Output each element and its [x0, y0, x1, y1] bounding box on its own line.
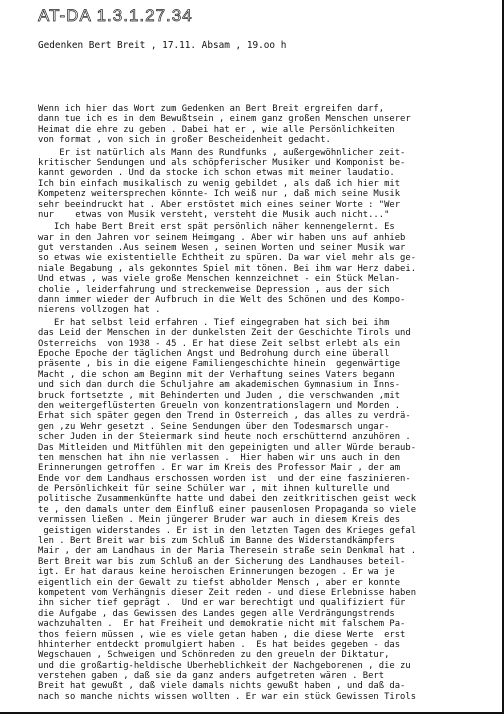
text-line: Und etwas , was viele große Menschen kennzeichnet - ein Stück Melan-	[38, 274, 401, 285]
text-line: Wenn ich hier das Wort zum Gedenken an Bert Breit ergreifen darf,	[38, 104, 385, 114]
text-line: Ich habe Bert Breit erst spät persönlich näher kennengelernt. Es	[38, 222, 395, 233]
text-line: das Leid der Menschen in der dunkelsten Zeit der Geschichte Tirols und	[38, 328, 411, 339]
text-line: gut verstanden .Aus seinem Wesen , seinen Worten und seiner Musik war	[38, 243, 406, 254]
text-line: Kompetenz weitersprechen könnte- Ich weiß nur , daß mich seine Musik	[38, 189, 401, 200]
text-line: von format , von sich in großer Bescheidenheit gedacht.	[38, 135, 331, 146]
text-line: Mair , der am Landhaus in der Maria Theresein straße sein Denkmal hat .	[38, 546, 417, 557]
text-line: nierens vollzogen hat .	[38, 305, 161, 316]
text-line: geistigen widerstandes . Er ist in den letzten Tagen des Krieges gefal	[38, 525, 417, 536]
text-line: war in den Jahren vor seinem Heimgang . Aber wir haben uns auf anhieb	[38, 232, 406, 243]
text-line: präsente , bis in die eigene Familiengeschichte hinein gegenwärtige	[38, 359, 401, 370]
text-line: sehr beeindruckt hat . Aber erstöstet mich eines seiner Worte : "Wer	[38, 199, 401, 210]
text-line: kannt geworden . Und da stocke ich schon etwas mit meiner laudatio.	[38, 168, 395, 179]
text-line: gen ,zu Wehr gesetzt . Seine Sendungen über den Todesmarsch ungar-	[38, 421, 390, 432]
text-line: Breit hat gewußt , daß viele damals nichts gewußt haben , und daß da-	[38, 681, 406, 692]
text-line: de Persönlichkeit für seine Schüler war , mit ihnen kulturelle und	[38, 484, 390, 495]
text-line: dann tue ich es in dem Bewußtsein , einem ganz großen Menschen unserer	[38, 114, 411, 125]
text-line: und sich dan durch die Schuljahre am akademischen Gymnasium in Inns-	[38, 380, 401, 391]
archive-number-stamp: AT-DA 1.3.1.27.34	[38, 6, 193, 25]
text-line: te , den damals unter dem Einfluß einer pausenlosen Propaganda so viele	[38, 504, 417, 515]
text-line: Das Mitleiden und Mitfühlen mit den gepeinigten und aller Würde beraub-	[38, 442, 417, 453]
text-line: scher Juden in der Steiermark sind heute noch erschütternd anzuhören .	[38, 432, 411, 443]
text-line: nach so manche nichts wissen wollten . Er war ein stück Gewissen Tirols	[38, 691, 417, 702]
text-line: bruck fortsetzte , mit Behinderten und Juden , die verschwanden ,mit	[38, 390, 401, 401]
text-line: verstehen gaben , daß sie da ganz anders aufgetreten wären . Bert	[38, 671, 385, 682]
text-line: igt. Er hat daraus keine heroischen Erinnerungen bezogen . Er wa je	[38, 567, 395, 578]
text-line: vermissen ließen . Mein jüngerer Bruder war auch in diesem Kreis des	[38, 515, 401, 526]
text-line: cholie , leiderfahrung und streckenweise Depression , aus der sich	[38, 284, 390, 295]
text-line: den weitergeflüsterten Greueln von konzentrationslagern und Morden .	[38, 400, 401, 411]
text-line: Er ist natürlich als Mann des Rundfunks , außergewöhnlicher zeit-	[38, 147, 406, 158]
text-line: Ende vor dem Landhaus erschossen worden ist und der eine faszinieren-	[38, 473, 411, 484]
text-line: Heimat die ehre zu geben . Dabei hat er , wie alle Persönlichkeiten	[38, 124, 395, 135]
text-line: kompetent vom Verhängnis dieser Zeit reden - und diese Erlebnisse haben	[38, 587, 417, 598]
text-line: kritischer Sendungen und als schöpferischer Musiker und Komponist be-	[38, 157, 406, 168]
text-line: thos feiern müssen , wie es viele getan haben , die diese Werte erst	[38, 629, 406, 640]
text-line: Epoche Epoche der täglichen Angst und Bedrohung durch eine überall	[38, 348, 390, 359]
text-line: ten menschen hat ihn nie verlassen . Hier haben wir uns auch in den	[38, 452, 401, 463]
text-line: dann immer wieder der Aufbruch in die Welt des Schönen und des Kompo-	[38, 295, 406, 306]
text-line: Erinnerungen getroffen . Er war im Kreis des Professor Mair , der am	[38, 463, 401, 474]
text-line: Bert Breit war bis zum Schluß an der Sicherung des Landhauses beteil-	[38, 556, 406, 567]
text-line: politische Zusammenkünfte hatte und dabei den zeitkritischen geist weck	[38, 494, 417, 505]
text-line: hhinterher entdeckt promulgiert haben . Es hat beides gegeben - das	[38, 639, 401, 650]
body-text	[38, 104, 500, 702]
text-line: niale Begabung , als gekonntes Spiel mit tönen. Bei ihm war Herz dabei.	[38, 263, 417, 274]
text-line: wachzuhalten . Er hat Freiheit und demokratie nicht mit falschem Pa-	[38, 619, 406, 630]
text-line: die Aufgabe , das Gewissen des Landes gegen alle Verdrängungstrends	[38, 608, 395, 619]
text-line: eigentlich ein der Gewalt zu tiefst abholder Mensch , aber er konnte	[38, 577, 401, 588]
text-line: Wegschauen , Schweigen und Schönreden zu den greueln der Diktatur,	[38, 650, 390, 661]
text-line: Macht , die schon am Beginn mit der Verhaftung seines Vaters begann	[38, 369, 395, 380]
text-line: Er hat selbst leid erfahren . Tief eingegraben hat sich bei ihm	[38, 317, 390, 328]
text-line: Erhat sich später gegen den Trend in Österreich , das alles zu verdrä-	[38, 411, 411, 422]
text-line: und die großartig-heldische Überheblichkeit der Nachgeborenen , die zu	[38, 660, 411, 671]
text-line: nur etwas von Musik versteht, versteht die Musik auch nicht..."	[38, 209, 390, 220]
text-line: Ich bin einfach musikalisch zu wenig gebildet , als daß ich hier mit	[38, 178, 401, 189]
text-line: Österreichs von 1938 - 45 . Er hat diese Zeit selbst erlebt als ein	[38, 338, 401, 349]
text-line: ihn sicher tief geprägt . Und er war berechtigt und qualifiziert für	[38, 598, 406, 609]
text-line: len . Bert Breit war bis zum Schluß im Banne des Widerstandkämpfers	[38, 536, 395, 547]
text-line: so etwas wie existentielle Echtheit zu spüren. Da war viel mehr als ge-	[38, 253, 417, 264]
document-header: Gedenken Bert Breit , 17.11. Absam , 19.oo h	[38, 40, 287, 51]
